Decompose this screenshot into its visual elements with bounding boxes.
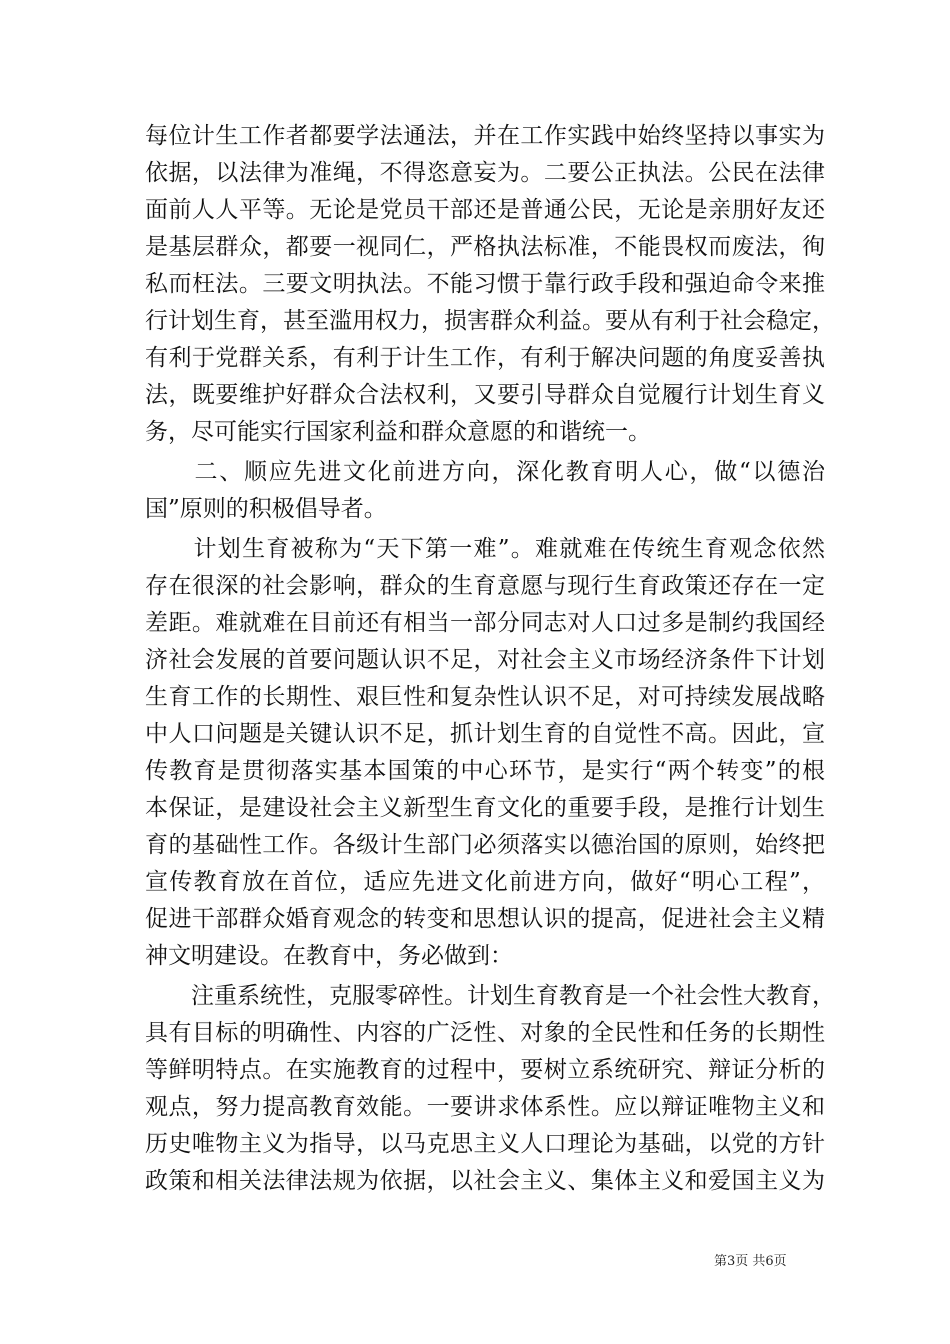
text-line: 法，既要维护好群众合法权利，又要引导群众自觉履行计划生育义 <box>145 382 825 408</box>
text-line: 宣传教育放在首位，适应先进文化前进方向，做好“明心工程”， <box>145 869 825 895</box>
text-line: 生育工作的长期性、艰巨性和复杂性认识不足，对可持续发展战略 <box>145 684 825 710</box>
text-line: 传教育是贯彻落实基本国策的中心环节，是实行“两个转变”的根 <box>145 758 825 784</box>
text-line: 历史唯物主义为指导，以马克思主义人口理论为基础，以党的方针 <box>145 1131 825 1157</box>
text-line: 促进干部群众婚育观念的转变和思想认识的提高，促进社会主义精 <box>145 906 825 932</box>
text-line: 差距。难就难在目前还有相当一部分同志对人口过多是制约我国经 <box>145 610 825 636</box>
text-line: 注重系统性，克服零碎性。计划生育教育是一个社会性大教育， <box>145 983 835 1009</box>
text-line: 等鲜明特点。在实施教育的过程中，要树立系统研究、辩证分析的 <box>145 1057 825 1083</box>
page-number: 第3页 共6页 <box>714 1254 787 1269</box>
text-line: 神文明建设。在教育中，务必做到： <box>145 943 513 969</box>
document-body <box>145 118 835 1200</box>
text-line: 本保证，是建设社会主义新型生育文化的重要手段，是推行计划生 <box>145 795 825 821</box>
text-line: 务，尽可能实行国家利益和群众意愿的和谐统一。 <box>145 419 651 445</box>
text-line: 依据，以法律为准绳，不得恣意妄为。二要公正执法。公民在法律 <box>145 160 825 186</box>
text-line: 是基层群众，都要一视同仁，严格执法标准，不能畏权而废法，徇 <box>145 234 825 260</box>
text-line: 济社会发展的首要问题认识不足，对社会主义市场经济条件下计划 <box>145 647 825 673</box>
text-line: 计划生育被称为“天下第一难”。难就难在传统生育观念依然 <box>145 536 825 562</box>
text-line: 中人口问题是关键认识不足，抓计划生育的自觉性不高。因此，宣 <box>145 721 825 747</box>
text-line: 国”原则的积极倡导者。 <box>145 496 387 522</box>
text-line: 行计划生育，甚至滥用权力，损害群众利益。要从有利于社会稳定， <box>145 308 835 334</box>
text-line: 每位计生工作者都要学法通法，并在工作实践中始终坚持以事实为 <box>145 123 825 149</box>
text-line: 面前人人平等。无论是党员干部还是普通公民，无论是亲朋好友还 <box>145 197 825 223</box>
text-line: 有利于党群关系，有利于计生工作，有利于解决问题的角度妥善执 <box>145 345 825 371</box>
text-line: 存在很深的社会影响，群众的生育意愿与现行生育政策还存在一定 <box>145 573 825 599</box>
text-line: 二、顺应先进文化前进方向，深化教育明人心，做“以德治 <box>145 459 825 485</box>
text-line: 政策和相关法律法规为依据，以社会主义、集体主义和爱国主义为 <box>145 1168 825 1194</box>
paragraph-1 <box>145 118 835 451</box>
text-line: 具有目标的明确性、内容的广泛性、对象的全民性和任务的长期性 <box>145 1020 825 1046</box>
text-line: 私而枉法。三要文明执法。不能习惯于靠行政手段和强迫命令来推 <box>145 271 825 297</box>
text-line: 观点，努力提高教育效能。一要讲求体系性。应以辩证唯物主义和 <box>145 1094 825 1120</box>
paragraph-2-heading <box>145 454 825 528</box>
text-line: 育的基础性工作。各级计生部门必须落实以德治国的原则，始终把 <box>145 832 825 858</box>
paragraph-4 <box>145 978 835 1200</box>
paragraph-3 <box>145 531 825 975</box>
